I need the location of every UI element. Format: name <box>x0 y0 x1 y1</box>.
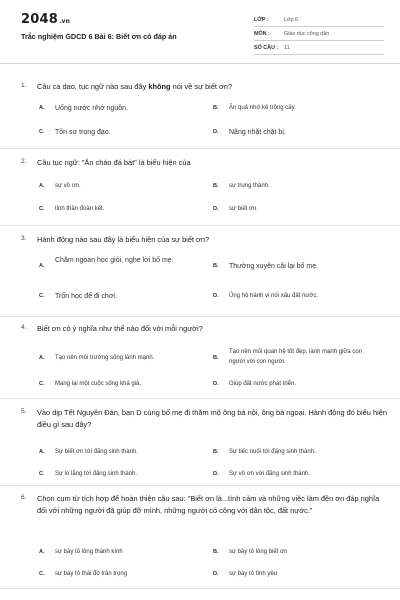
question-number: 4. <box>21 324 27 331</box>
option-text: tinh thần đoàn kết. <box>55 206 105 212</box>
option-text: Ủng hộ hành vi nói xấu đất nước. <box>229 293 319 299</box>
question-divider <box>0 485 400 486</box>
question-text: Câu tục ngữ: "Ăn cháo đá bát" là biểu hiện của <box>37 158 191 167</box>
site-logo[interactable] <box>21 12 70 27</box>
option-text: sự bày tỏ lòng thành kính <box>55 549 123 555</box>
option-text: Uống nước nhớ nguồn. <box>55 105 129 112</box>
question-text-part: nói về sự biết ơn? <box>170 82 233 91</box>
option-text: Giúp đất nước phát triển. <box>229 381 296 387</box>
option-letter: B. <box>213 183 219 189</box>
option-text: Sự vô ơn với đấng sinh thành. <box>229 471 310 477</box>
option-text: Chăm ngoan học giỏi, nghe lời bố mẹ. <box>55 257 174 264</box>
option-letter: C. <box>39 206 45 212</box>
meta-class-label: LỚP : <box>254 17 269 23</box>
meta-divider <box>254 40 384 41</box>
logo-text: 2048 <box>21 12 58 27</box>
option-letter: B. <box>213 549 219 555</box>
question-divider <box>0 398 400 399</box>
option-text: Nâng nhặt chặt bị. <box>229 129 286 136</box>
option-letter: D. <box>213 129 219 135</box>
option-text: Sự biết ơn tới đấng sinh thành. <box>55 449 138 455</box>
question-number: 5. <box>21 408 27 415</box>
question-divider <box>0 316 400 317</box>
question-divider <box>0 225 400 226</box>
question-number: 6. <box>21 494 27 501</box>
option-text: sự biết ơn. <box>229 206 258 212</box>
option-text: sự trung thành. <box>229 183 270 189</box>
option-letter: C. <box>39 471 45 477</box>
page-title: Trắc nghiệm GDCD 6 Bài 6: Biết ơn có đáp án <box>21 32 177 41</box>
option-text: sự bày tỏ lòng biết ơn <box>229 549 288 555</box>
question-divider <box>0 588 400 589</box>
meta-subject-label: MÔN : <box>254 31 270 37</box>
page-header <box>0 0 400 64</box>
option-letter: A. <box>39 263 45 269</box>
option-text: Tôn sư trọng đạo. <box>55 129 111 136</box>
meta-count-label: SỐ CÂU : <box>254 45 279 51</box>
option-text: sự bày tỏ tình yêu <box>229 571 278 577</box>
option-text: Tạo nên môi trường sống lành mạnh. <box>55 355 155 361</box>
option-letter: D. <box>213 381 219 387</box>
option-letter: A. <box>39 183 45 189</box>
option-letter: A. <box>39 355 45 361</box>
option-letter: C. <box>39 129 45 135</box>
option-text: Thường xuyên cãi lại bố mẹ. <box>229 263 319 270</box>
option-letter: B. <box>213 355 219 361</box>
question-text: Chọn cụm từ tích hợp để hoàn thiện câu sau: "Biết ơn là...tình cảm và những việc làm đền ơn đáp nghĩa đối với những người đã giúp đỡ mình, những người có công với dân tộc, đất nước." <box>37 494 380 515</box>
option-letter: A. <box>39 105 45 111</box>
option-letter: C. <box>39 381 45 387</box>
question-number: 2. <box>21 158 27 165</box>
option-text: sự bày tỏ thái độ trân trọng <box>55 571 128 577</box>
meta-count-value: 11 <box>284 45 290 51</box>
question-number: 3. <box>21 235 27 242</box>
option-text: sự vô ơn. <box>55 183 81 189</box>
option-letter: D. <box>213 206 219 212</box>
option-text: Mang lại một cuộc sống khá giả. <box>55 381 142 387</box>
question-divider <box>0 148 400 149</box>
option-letter: D. <box>213 471 219 477</box>
question-number: 1. <box>21 82 27 89</box>
question-text: Biết ơn có ý nghĩa như thế nào đối với mỗi người? <box>37 324 203 333</box>
option-letter: C. <box>39 293 45 299</box>
option-text: Sự lo lắng tới đấng sinh thành. <box>55 471 138 477</box>
option-letter: A. <box>39 449 45 455</box>
option-letter: B. <box>213 449 219 455</box>
option-letter: D. <box>213 293 219 299</box>
question-text <box>37 81 387 93</box>
option-text: Ăn quả nhớ kẻ trồng cây. <box>229 105 296 111</box>
meta-class-value: Lớp 6 <box>284 17 299 23</box>
option-letter: B. <box>213 105 219 111</box>
question-text: Vào dịp Tết Nguyên Đán, bạn D cùng bố mẹ đi thăm mộ ông bà nội, ông bà ngoại. Hành động đó biểu hiện điều gì sau đây? <box>37 408 387 429</box>
header-divider <box>0 63 400 64</box>
question-text-emphasis: không <box>148 82 171 91</box>
option-letter: D. <box>213 571 219 577</box>
meta-subject-value: Giáo dục công dân <box>284 31 330 37</box>
option-letter: A. <box>39 549 45 555</box>
question-text-part: Câu ca dao, tục ngữ nào sau đây <box>37 82 149 91</box>
option-text: Tạo nên mối quan hệ tốt đẹp, lành mạnh giữa con người với con người. <box>229 349 363 365</box>
logo-suffix: .vn <box>58 18 71 25</box>
option-letter: B. <box>213 263 219 269</box>
question-text: Hành động nào sau đây là biểu hiện của sự biết ơn? <box>37 235 210 244</box>
meta-divider <box>254 26 384 27</box>
option-text: Trốn học để đi chơi. <box>55 293 117 300</box>
option-text: Sự tiếc nuối tới đấng sinh thành. <box>229 449 316 455</box>
option-letter: C. <box>39 571 45 577</box>
meta-divider <box>254 54 384 55</box>
